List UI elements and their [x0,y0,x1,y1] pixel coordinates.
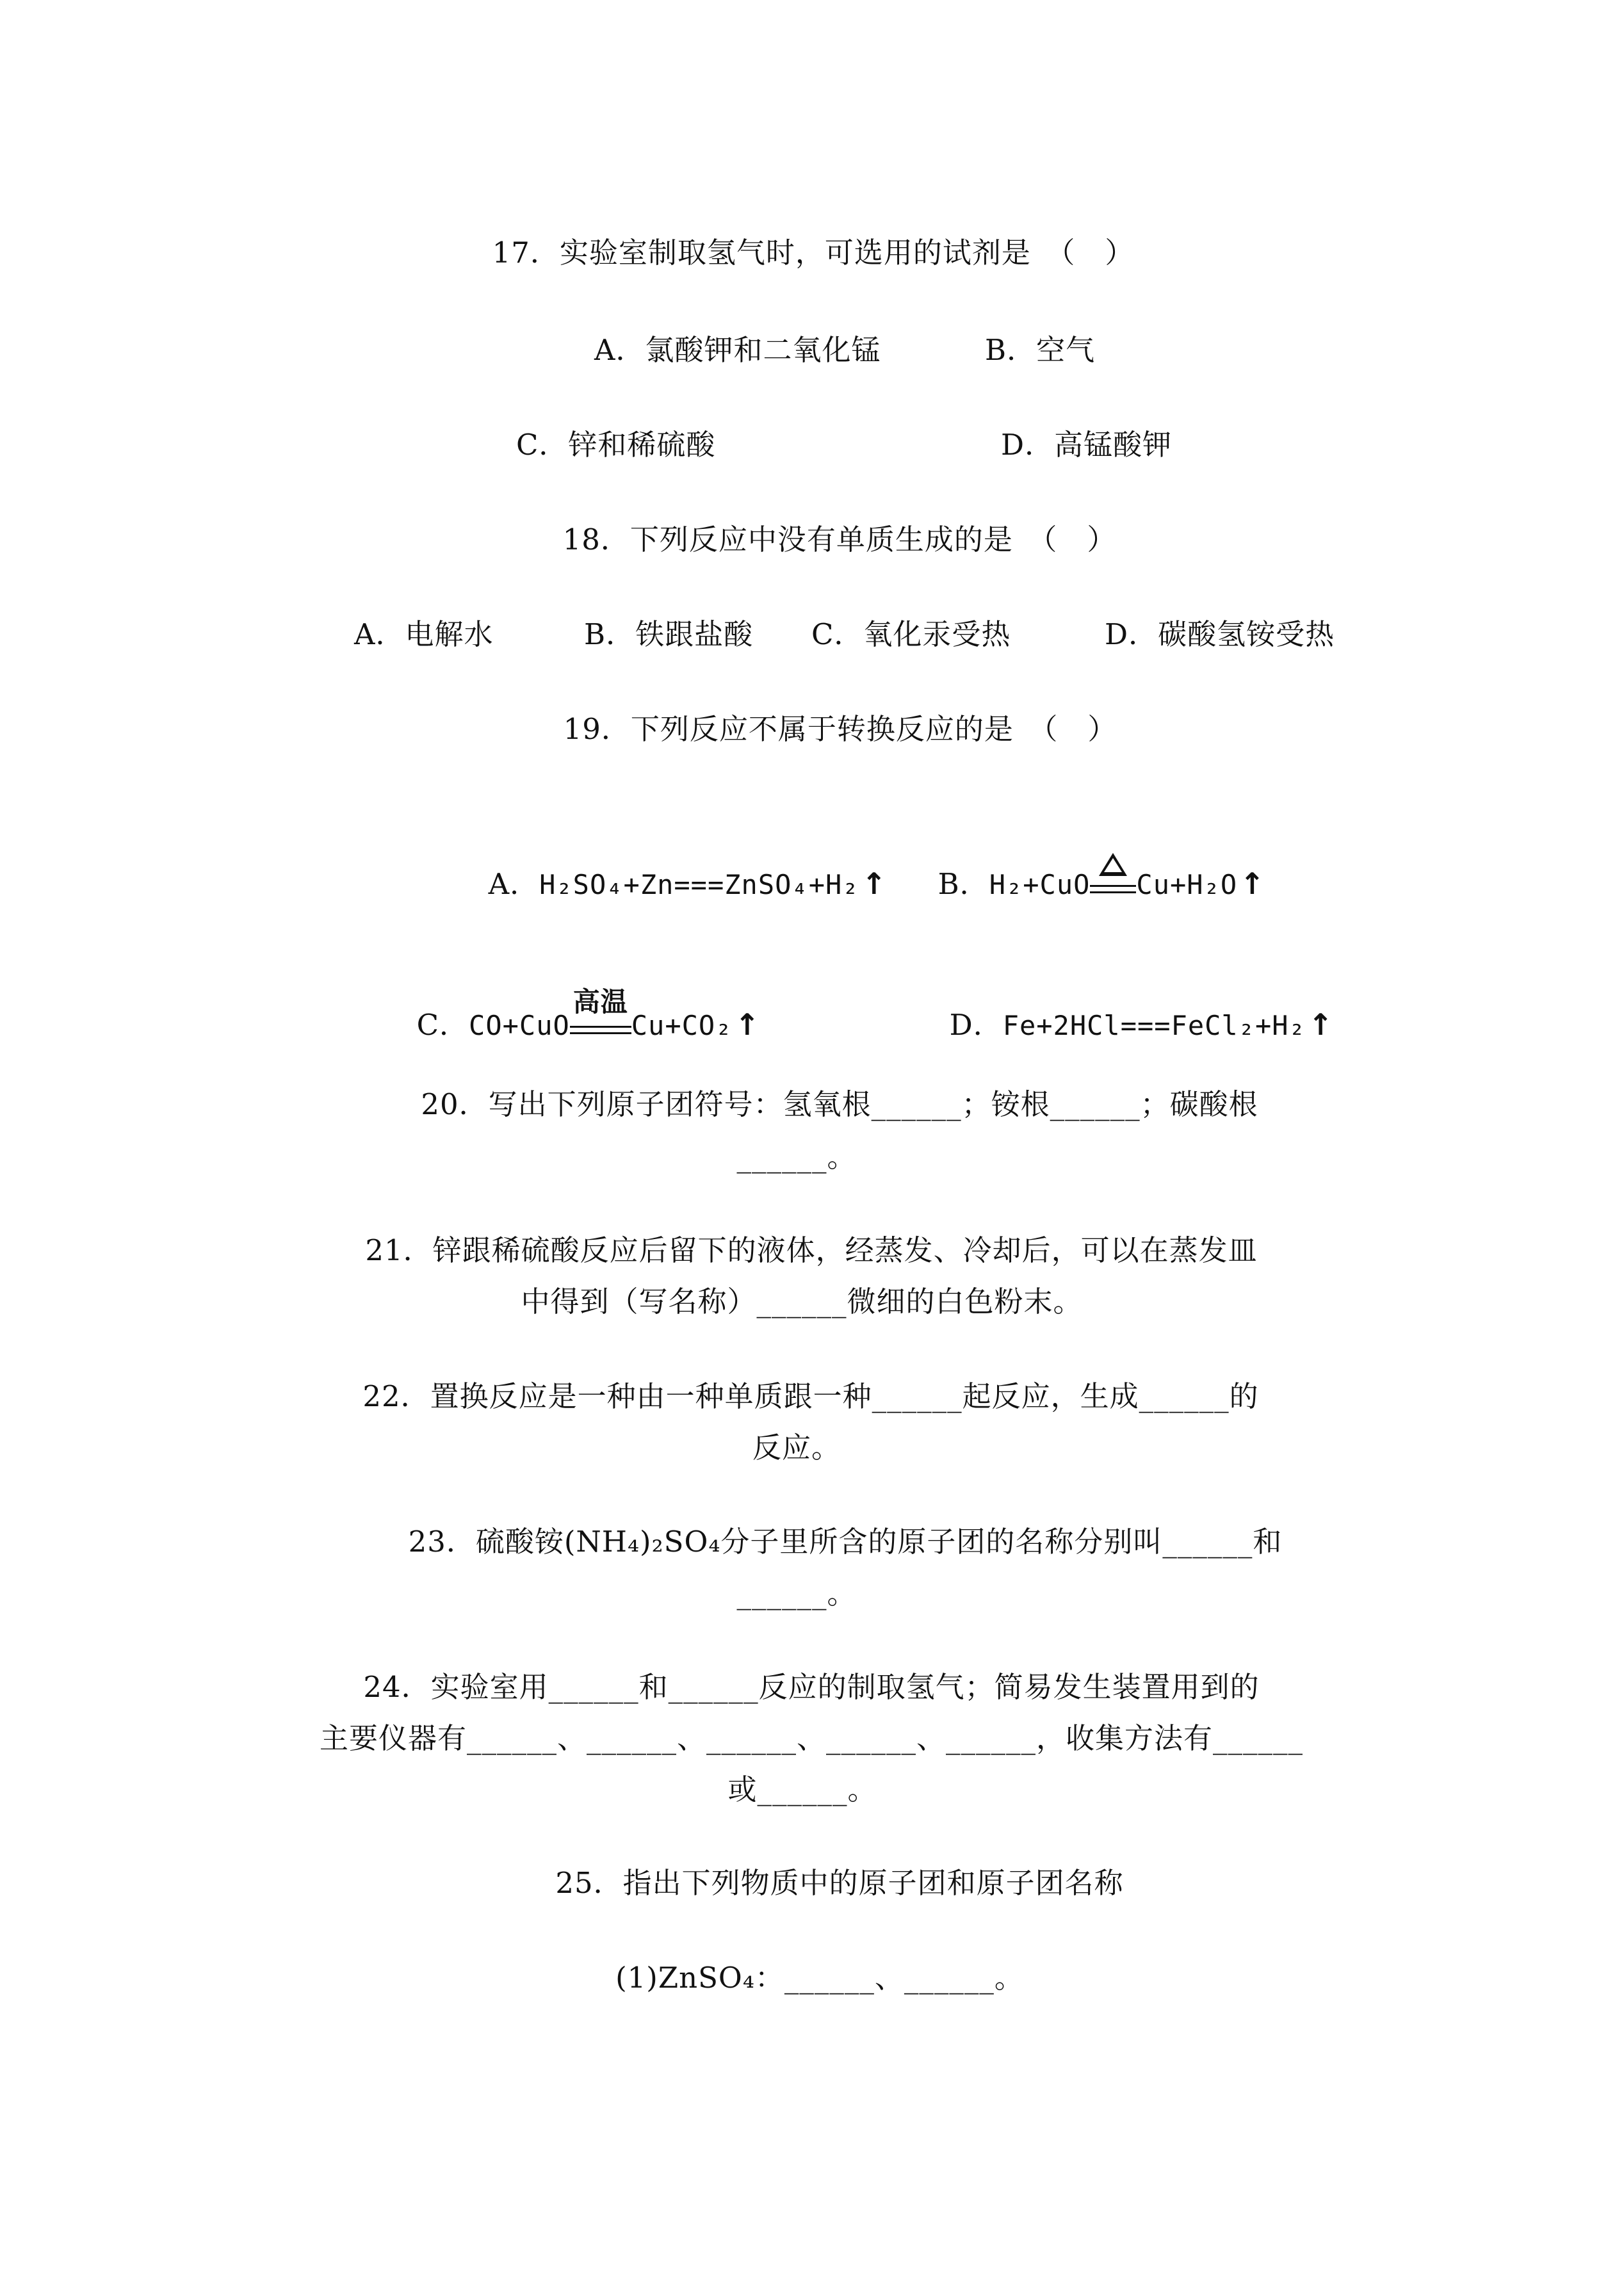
q17-option-b: B．空气 [985,333,1096,367]
q18-option-c: C．氧化汞受热 [811,617,1011,651]
q17-option-d: D．高锰酸钾 [1001,428,1173,462]
high-temp-condition [570,985,631,1042]
q21-line2: 中得到（写名称）______微细的白色粉末。 [521,1285,1083,1318]
q21-line1: 21．锌跟稀硫酸反应后留下的液体，经蒸发、冷却后，可以在蒸发皿 [365,1233,1258,1267]
q19-option-a-label: A． [488,867,540,901]
q24-line1: 24．实验室用______和______反应的制取氢气；简易发生装置用到的 [363,1670,1260,1704]
q19-option-c-reactants: CO+CuO [469,1010,570,1041]
q19-option-b [918,840,1265,902]
q22-line2: 反应。 [752,1431,841,1464]
q25-stem: 25．指出下列物质中的原子团和原子团名称 [555,1866,1124,1900]
q19-option-a [469,840,888,901]
heat-condition-icon [1090,872,1136,902]
q17-option-a: A．氯酸钾和二氧化锰 [594,333,881,367]
gas-arrow-icon: ↑ [1240,866,1265,901]
q18-stem: 18．下列反应中没有单质生成的是 （ ） [562,523,1117,556]
q18-option-d: D．碳酸氢铵受热 [1105,617,1335,651]
gas-arrow-icon: ↑ [1308,1007,1334,1042]
q24-line3: 或______。 [727,1772,877,1806]
delta-triangle-icon [1099,853,1127,876]
q19-option-c [397,981,760,1042]
q19-stem: 19．下列反应不属于转换反应的是 （ ） [563,712,1117,746]
q19-option-d [930,981,1334,1042]
q23-line1: 23．硫酸铵(NH₄)₂SO₄分子里所含的原子团的名称分别叫______和 [408,1525,1283,1559]
q20-line1: 20．写出下列原子团符号：氢氧根______；铵根______；碳酸根 [421,1087,1258,1121]
q19-option-d-label: D． [949,1008,1003,1042]
gas-arrow-icon: ↑ [861,866,888,901]
q23-line2: ______。 [736,1577,857,1610]
q17-option-c: C．锌和稀硫酸 [516,428,716,462]
q22-line1: 22．置换反应是一种由一种单质跟一种______起反应，生成______的 [362,1379,1259,1413]
q25-item-1: (1)ZnSO₄：______、______。 [615,1961,1024,1995]
q24-line2: 主要仪器有______、______、______、______、______，收集方法有______ [319,1721,1304,1755]
q19-option-b-products: Cu+H₂O [1136,869,1238,900]
q19-option-c-products: Cu+CO₂ [631,1010,733,1041]
high-temp-label: 高温 [572,985,628,1018]
q18-option-b: B．铁跟盐酸 [584,617,754,651]
q20-line2: ______。 [736,1140,857,1174]
q19-option-c-label: C． [416,1008,469,1042]
gas-arrow-icon: ↑ [735,1007,761,1042]
q19-option-d-equation: Fe+2HCl===FeCl₂+H₂ [1002,1010,1306,1041]
q19-option-a-equation: H₂SO₄+Zn===ZnSO₄+H₂ [539,869,859,900]
q18-option-a: A．电解水 [354,617,494,651]
q19-option-b-reactants: H₂+CuO [989,869,1091,900]
q19-option-b-label: B． [938,867,989,901]
q17-stem: 17．实验室制取氢气时，可选用的试剂是 （ ） [492,236,1135,270]
